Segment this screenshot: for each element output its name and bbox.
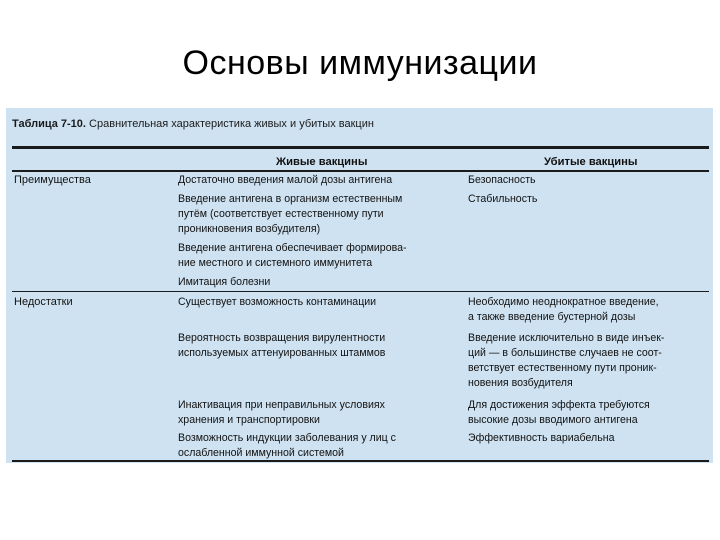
live-advantage-1: Достаточно введения малой дозы антигена [178,174,393,186]
killed-disadvantage-4: Эффективность вариабельна [468,432,615,444]
killed-disadvantage-2-line-2: ций — в большинстве случаев не соот- [468,347,662,359]
killed-disadvantage-1-line-1: Необходимо неоднократное введение, [468,296,659,308]
header-killed-vaccines: Убитые вакцины [544,156,638,168]
killed-disadvantage-2-line-4: новения возбудителя [468,377,573,389]
live-disadvantage-2-line-2: используемых аттенуированных штаммов [178,347,386,359]
killed-disadvantage-3-line-2: высокие дозы вводимого антигена [468,414,638,426]
live-advantage-2-line-1: Введение антигена в организм естественным [178,193,403,205]
live-advantage-2-line-3: проникновения возбудителя) [178,223,321,235]
live-advantage-3-line-2: ние местного и системного иммунитета [178,257,373,269]
table-caption-text: Сравнительная характеристика живых и убитых вакцин [89,118,374,130]
table-bottom-rule [12,460,709,462]
killed-advantage-2: Стабильность [468,193,538,205]
killed-disadvantage-1-line-2: а также введение бустерной дозы [468,311,636,323]
live-advantage-3-line-1: Введение антигена обеспечивает формирова- [178,242,407,254]
row-label-disadvantages: Недостатки [14,296,73,308]
live-disadvantage-4-line-2: ослабленной иммунной системой [178,447,344,459]
live-disadvantage-3-line-1: Инактивация при неправильных условиях [178,399,385,411]
live-advantage-4: Имитация болезни [178,276,271,288]
live-disadvantage-2-line-1: Вероятность возвращения вирулентности [178,332,386,344]
live-disadvantage-1: Существует возможность контаминации [178,296,377,308]
live-disadvantage-4-line-1: Возможность индукции заболевания у лиц с [178,432,396,444]
killed-disadvantage-2-line-3: ветствует естественному пути проник- [468,362,657,374]
header-rule [12,170,709,172]
slide-title: Основы иммунизации [182,44,538,82]
row-label-advantages: Преимущества [14,174,91,186]
row-divider [12,291,709,292]
killed-disadvantage-2-line-1: Введение исключительно в виде инъек- [468,332,665,344]
killed-advantage-1: Безопасность [468,174,536,186]
table-caption-number: Таблица 7-10. [12,118,86,130]
table-top-rule [12,146,709,149]
table-caption [12,118,374,130]
header-live-vaccines: Живые вакцины [276,156,368,168]
live-advantage-2-line-2: путём (соответствует естественному пути [178,208,384,220]
killed-disadvantage-3-line-1: Для достижения эффекта требуются [468,399,650,411]
live-disadvantage-3-line-2: хранения и транспортировки [178,414,320,426]
scanned-table [6,108,713,463]
